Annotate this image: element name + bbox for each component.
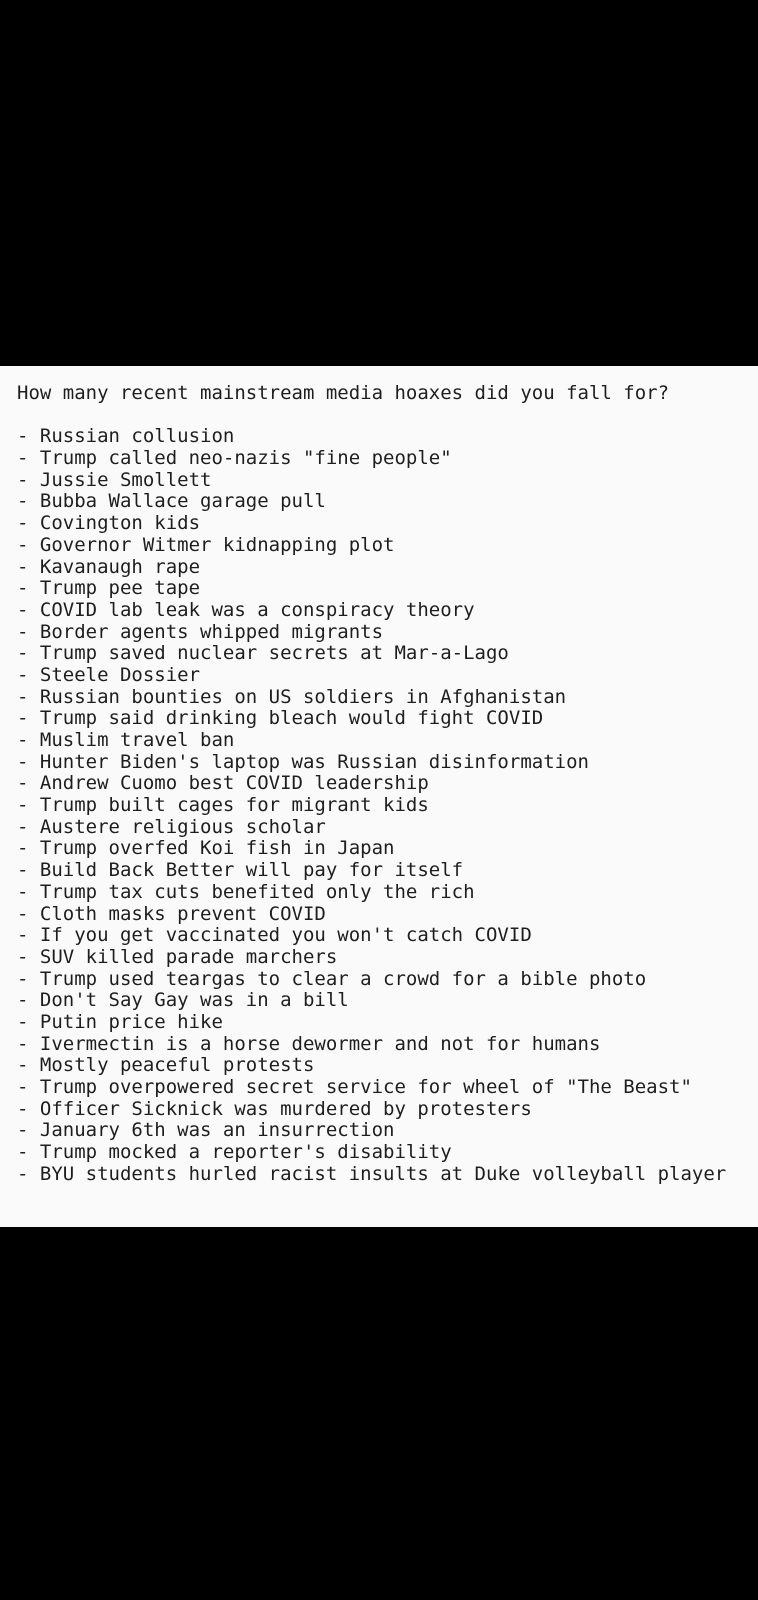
hoax-list-item: - Cloth masks prevent COVID — [17, 902, 326, 925]
hoax-list-item: - Russian bounties on US soldiers in Afghanistan — [17, 685, 567, 708]
hoax-list-item: - If you get vaccinated you won't catch COVID — [17, 924, 532, 947]
hoax-list-item: - Putin price hike — [17, 1010, 223, 1033]
hoax-list-item: - Trump called neo-nazis "fine people" — [17, 447, 452, 470]
hoax-list-item: - Russian collusion — [17, 425, 235, 448]
hoax-list-item: - Officer Sicknick was murdered by protesters — [17, 1097, 532, 1120]
hoax-list-item: - Trump overpowered secret service for wheel of "The Beast" — [17, 1076, 692, 1098]
post-title: How many recent mainstream media hoaxes did you fall for? — [17, 382, 670, 404]
hoax-list-item: - Trump built cages for migrant kids — [17, 794, 429, 817]
hoax-list-item: - Trump saved nuclear secrets at Mar-a-Lago — [17, 642, 509, 665]
hoax-list-item: - Kavanaugh rape — [17, 555, 201, 578]
hoax-list-item: - Border agents whipped migrants — [17, 620, 384, 643]
hoax-list-item: - Hunter Biden's laptop was Russian disinformation — [17, 750, 589, 773]
hoax-list-item: - Mostly peaceful protests — [17, 1054, 315, 1077]
hoax-list-item: - Andrew Cuomo best COVID leadership — [17, 772, 429, 795]
hoax-list-item: - BYU students hurled racist insults at Duke volleyball player — [17, 1162, 727, 1185]
hoax-list-item: - Trump pee tape — [17, 577, 201, 600]
hoax-list-item: - SUV killed parade marchers — [17, 945, 338, 968]
hoax-list-item: - Build Back Better will pay for itself — [17, 859, 464, 882]
hoax-list-item: - Bubba Wallace garage pull — [17, 490, 326, 513]
hoax-list-item: - Trump used teargas to clear a crowd for a bible photo — [17, 967, 647, 990]
hoax-list-item: - January 6th was an insurrection — [17, 1119, 395, 1142]
letterbox-bottom-bar — [0, 1227, 758, 1600]
content-panel — [0, 366, 758, 1227]
hoax-list-item: - Trump said drinking bleach would fight COVID — [17, 707, 544, 730]
hoax-list-item: - Trump mocked a reporter's disability — [17, 1141, 452, 1164]
letterbox-top-bar — [0, 0, 758, 366]
hoax-list-item: - Governor Witmer kidnapping plot — [17, 533, 395, 556]
hoax-list-item: - Austere religious scholar — [17, 815, 326, 838]
hoax-list-item: - Ivermectin is a horse dewormer and not for humans — [17, 1032, 601, 1055]
hoax-list-item: - COVID lab leak was a conspiracy theory — [17, 598, 475, 621]
hoax-list — [17, 426, 758, 1185]
hoax-list-item: - Muslim travel ban — [17, 729, 235, 751]
hoax-list-item: - Don't Say Gay was in a bill — [17, 989, 349, 1012]
hoax-list-item: - Trump overfed Koi fish in Japan — [17, 837, 395, 860]
hoax-list-item: - Covington kids — [17, 512, 201, 535]
hoax-list-item: - Steele Dossier — [17, 663, 201, 686]
hoax-list-item: - Jussie Smollett — [17, 468, 212, 491]
hoax-list-item: - Trump tax cuts benefited only the rich — [17, 880, 475, 903]
blank-line — [17, 405, 758, 427]
